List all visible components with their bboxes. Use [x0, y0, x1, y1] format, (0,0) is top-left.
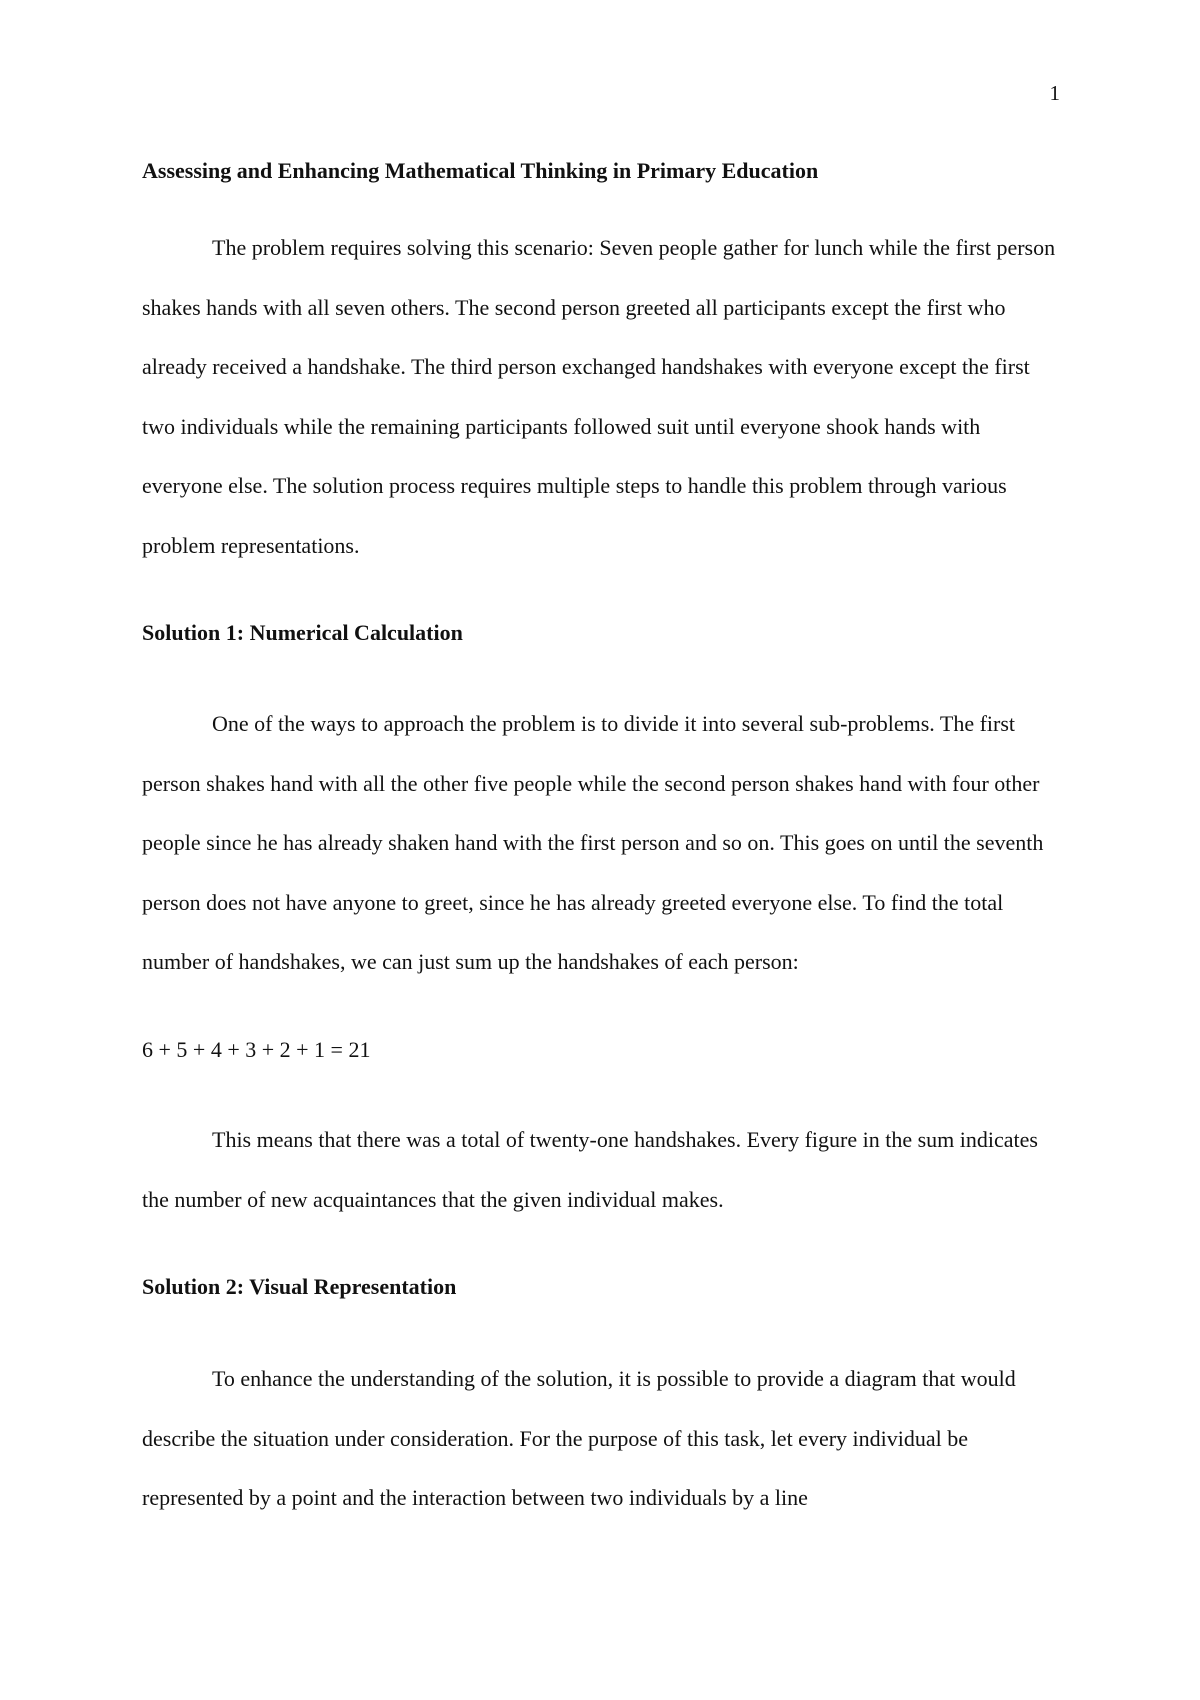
paragraph-solution-2: To enhance the understanding of the solution, it is possible to provide a diagram that would describe the situation under consideration. For the purpose of this task, let every individual be represented by a point and the interaction between two individuals by a line — [142, 1366, 1016, 1510]
page-number: 1 — [1049, 81, 1060, 105]
paragraph-solution-1: One of the ways to approach the problem is to divide it into several sub-problems. The first person shakes hand with all the other five people while the second person shakes hand with four other people since he has already shaken hand with the first person and so on. This goes on until the seventh person does not have anyone to greet, since he has already greeted everyone else. To find the total number of handshakes, we can just sum up the handshakes of each person: — [142, 711, 1044, 974]
heading-solution-1: Solution 1: Numerical Calculation — [142, 620, 463, 645]
paragraph-intro: The problem requires solving this scenario: Seven people gather for lunch while the first person shakes hands with all seven others. The second person greeted all participants except the first who already received a handshake. The third person exchanged handshakes with everyone except the first two individuals while the remaining participants followed suit until everyone shook hands with everyone else. The solution process requires multiple steps to handle this problem through various problem representations. — [142, 235, 1056, 558]
document-title: Assessing and Enhancing Mathematical Thinking in Primary Education — [142, 158, 819, 183]
heading-solution-2: Solution 2: Visual Representation — [142, 1274, 457, 1299]
handshake-equation: 6 + 5 + 4 + 3 + 2 + 1 = 21 — [142, 1037, 371, 1062]
paragraph-solution-1-followup: This means that there was a total of twenty-one handshakes. Every figure in the sum indicates the number of new acquaintances that the given individual makes. — [142, 1127, 1038, 1212]
